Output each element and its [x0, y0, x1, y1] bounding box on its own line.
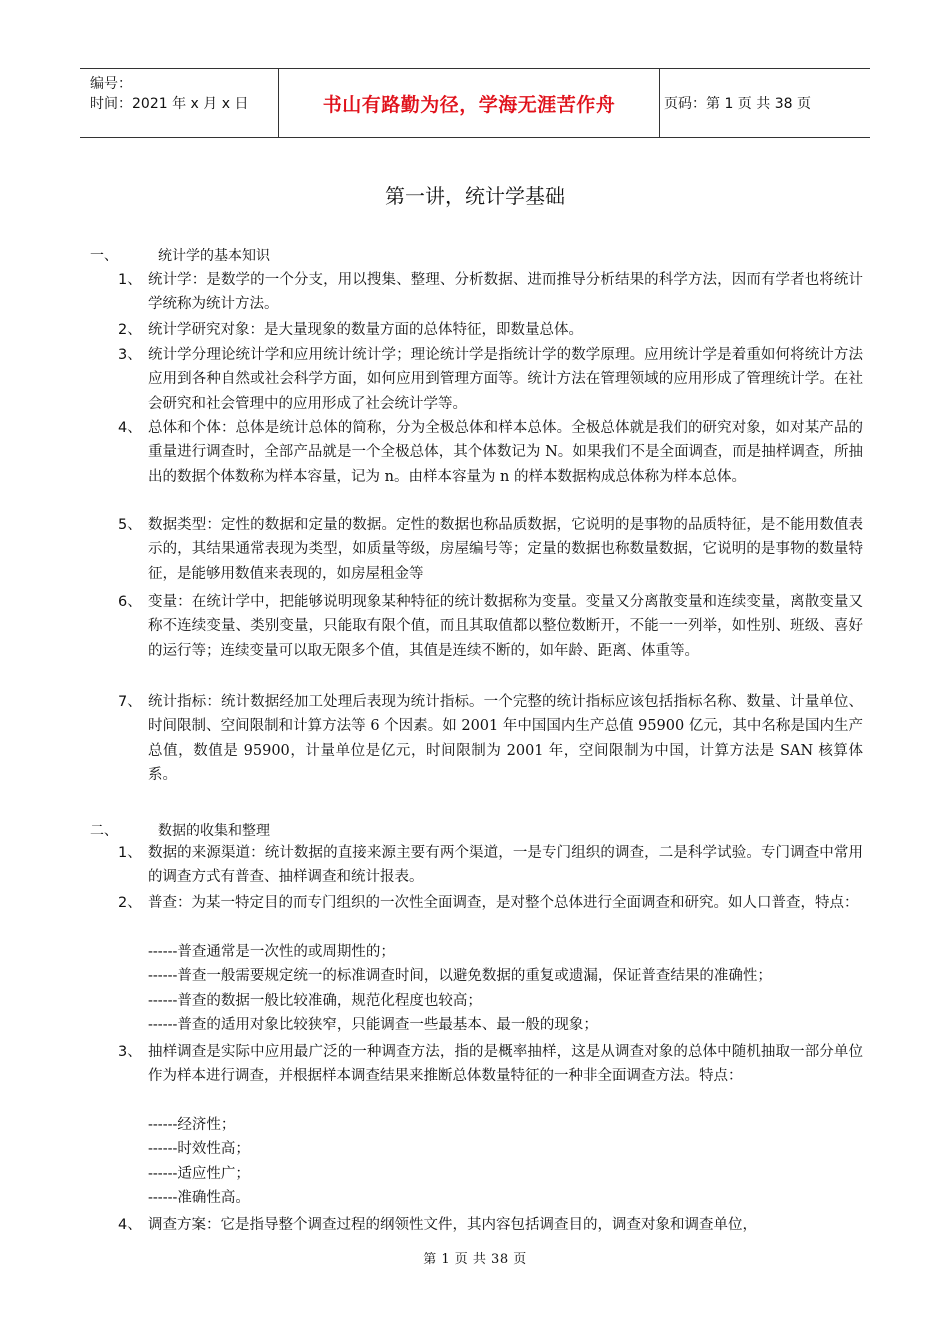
census-point: ------普查的数据一般比较准确，规范化程度也较高；: [148, 993, 482, 1009]
list-item: [118, 841, 863, 890]
number-label: 编号：: [90, 76, 132, 92]
item-number: 2、: [118, 322, 142, 338]
header-motto-cell: [278, 69, 660, 137]
item-number: 3、: [118, 1044, 142, 1060]
page-footer: 第 1 页 共 38 页: [423, 1252, 527, 1267]
list-item: [118, 416, 863, 489]
section-number: 一、: [90, 248, 118, 264]
item-number: 1、: [118, 272, 142, 288]
header-page-info: 页码：第 1 页 共 38 页: [664, 96, 811, 112]
section-title: 数据的收集和整理: [158, 823, 270, 839]
item-number: 3、: [118, 347, 142, 363]
list-item: [118, 1040, 863, 1089]
sampling-point: ------时效性高；: [148, 1141, 250, 1157]
item-text: 统计指标：统计数据经加工处理后表现为统计指标。一个完整的统计指标应该包括指标名称、数量、计量单位、时间限制、空间限制和计算方法等 6 个因素。如 2001 年中国国内生产总值 95900 亿元，其中名称是国内生产总值，数值是 95900，计量单位是亿元，时间限制为 2001 年，空间限制为中国，计算方法是 SAN 核算体系。: [148, 694, 863, 783]
item-text: 变量：在统计学中，把能够说明现象某种特征的统计数据称为变量。变量又分离散变量和连续变量，离散变量又称不连续变量、类别变量，只能取有限个值，而且其取值都以整位数断开，不能一一列举，如性别、班级、喜好的运行等；连续变量可以取无限多个值，其值是连续不断的，如年龄、距离、体重等。: [148, 594, 863, 659]
section-heading-2: [90, 820, 270, 840]
item-number: 4、: [118, 420, 142, 436]
section-number: 二、: [90, 823, 118, 839]
item-text: 统计学分理论统计学和应用统计统计学；理论统计学是指统计学的数学原理。应用统计学是着重如何将统计方法应用到各种自然或社会科学方面，如何应用到管理方面等。统计方法在管理领域的应用形成了管理统计学。在社会研究和社会管理中的应用形成了社会统计学等。: [148, 347, 863, 412]
census-point: ------普查一般需要规定统一的标准调查时间，以避免数据的重复或遗漏，保证普查结果的准确性；: [148, 968, 772, 984]
item-number: 4、: [118, 1217, 142, 1233]
item-text: 普查：为某一特定目的而专门组织的一次性全面调查，是对整个总体进行全面调查和研究。如人口普查，特点：: [148, 895, 859, 911]
date-label: 时间：2021 年 x 月 x 日: [90, 96, 249, 112]
section-title: 统计学的基本知识: [158, 248, 270, 264]
item-number: 2、: [118, 895, 142, 911]
sampling-point: ------经济性；: [148, 1117, 236, 1133]
list-item: [118, 343, 863, 416]
item-number: 5、: [118, 517, 142, 533]
list-item: [118, 891, 863, 915]
list-item: [118, 1213, 863, 1237]
item-text: 统计学研究对象：是大量现象的数量方面的总体特征，即数量总体。: [148, 322, 583, 338]
header-meta: [80, 69, 278, 137]
item-number: 7、: [118, 694, 142, 710]
page-title: 第一讲，统计学基础: [385, 184, 565, 208]
section-heading-1: [90, 245, 270, 265]
list-item: [118, 318, 863, 342]
list-item: [118, 513, 863, 586]
item-text: 总体和个体：总体是统计总体的简称，分为全极总体和样本总体。全极总体就是我们的研究对象，如对某产品的重量进行调查时，全部产品就是一个全极总体，其个体数记为 N。如果我们不是全面调查，而是抽样调查，所抽出的数据个体数称为样本容量，记为 n。由样本容量为 n 的样本数据构成总体称为样本总体。: [148, 420, 863, 485]
item-text: 抽样调查是实际中应用最广泛的一种调查方法，指的是概率抽样，这是从调查对象的总体中随机抽取一部分单位作为样本进行调查，并根据样本调查结果来推断总体数量特征的一种非全面调查方法。特点：: [148, 1044, 863, 1085]
list-item: [118, 268, 863, 317]
list-item: [118, 590, 863, 663]
header-motto: 书山有路勤为径，学海无涯苦作舟: [322, 93, 616, 116]
item-text: 数据类型：定性的数据和定量的数据。定性的数据也称品质数据，它说明的是事物的品质特征，是不能用数值表示的，其结果通常表现为类型，如质量等级，房屋编号等；定量的数据也称数量数据，它说明的是事物的数量特征，是能够用数值来表现的，如房屋租金等: [148, 517, 863, 582]
item-text: 调查方案：它是指导整个调查过程的纲领性文件，其内容包括调查目的，调查对象和调查单位，: [148, 1217, 757, 1233]
item-text: 统计学：是数学的一个分支，用以搜集、整理、分析数据、进而推导分析结果的科学方法，因而有学者也将统计学统称为统计方法。: [148, 272, 863, 313]
census-point: ------普查通常是一次性的或周期性的；: [148, 944, 395, 960]
document-header: [80, 68, 870, 138]
census-point: ------普查的适用对象比较狭窄，只能调查一些最基本、最一般的现象；: [148, 1017, 598, 1033]
item-number: 6、: [118, 594, 142, 610]
sampling-point: ------准确性高。: [148, 1190, 250, 1206]
list-item: [118, 690, 863, 787]
item-number: 1、: [118, 845, 142, 861]
item-text: 数据的来源渠道：统计数据的直接来源主要有两个渠道，一是专门组织的调查，二是科学试验。专门调查中常用的调查方式有普查、抽样调查和统计报表。: [148, 845, 863, 886]
sampling-point: ------适应性广；: [148, 1166, 250, 1182]
